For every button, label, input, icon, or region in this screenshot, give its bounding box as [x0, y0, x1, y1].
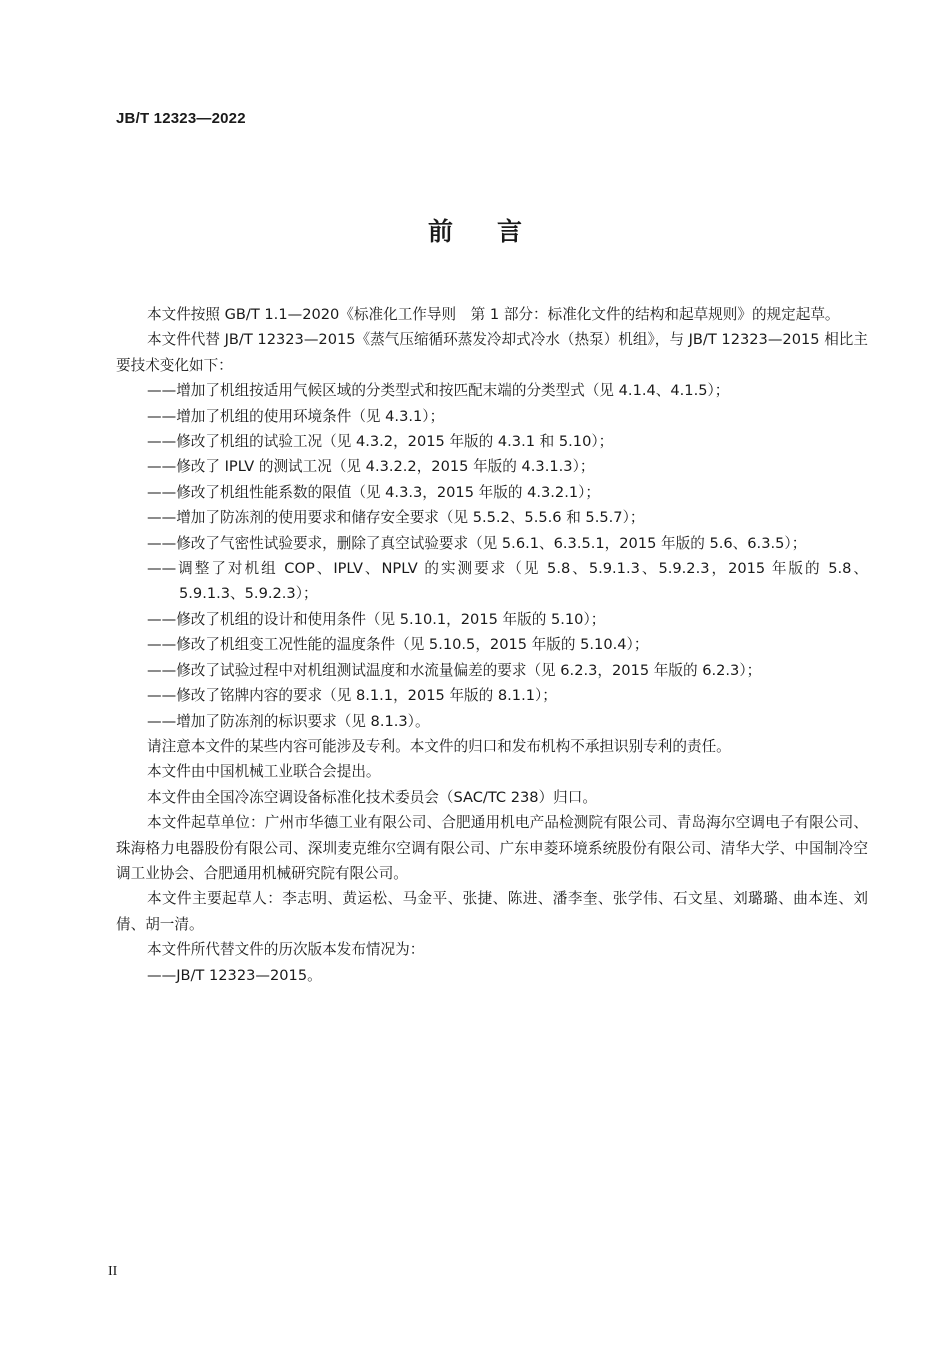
paragraph-proposed-by: 本文件由中国机械工业联合会提出。 [147, 763, 381, 781]
paragraph-drafting-rules: 本文件按照 GB/T 1.1—2020《标准化工作导则 第 1 部分：标准化文件的结构和起草规则》的规定起草。 [147, 306, 840, 323]
change-item: ——增加了机组按适用气候区域的分类型式和按匹配末端的分类型式（见 4.1.4、4.1.5）； [147, 382, 730, 400]
change-item: ——调整了对机组 COP、IPLV、NPLV 的实测要求（见 5.8、5.9.1.3、5.9.2.3，2015 年版的 5.8、5.9.1.3、5.9.2.3）； [147, 560, 868, 603]
foreword-body [116, 302, 868, 988]
change-item: ——修改了机组的设计和使用条件（见 5.10.1，2015 年版的 5.10）； [147, 610, 606, 628]
change-item: ——修改了 IPLV 的测试工况（见 4.3.2.2，2015 年版的 4.3.1.3）； [147, 458, 595, 476]
paragraph-replacement: 本文件代替 JB/T 12323—2015《蒸气压缩循环蒸发冷却式冷水（热泵）机组》，与 JB/T 12323—2015 相比主要技术变化如下： [116, 331, 868, 374]
paragraph-drafting-units: 本文件起草单位：广州市华德工业有限公司、合肥通用机电产品检测院有限公司、青岛海尔空调电子有限公司、珠海格力电器股份有限公司、深圳麦克维尔空调有限公司、广东申菱环境系统股份有限公司、清华大学、中国制冷空调工业协会、合肥通用机械研究院有限公司。 [116, 814, 868, 882]
document-code: JB/T 12323—2022 [116, 110, 246, 127]
change-item: ——修改了铭牌内容的要求（见 8.1.1，2015 年版的 8.1.1）； [147, 687, 557, 705]
paragraph-centralized-by: 本文件由全国冷冻空调设备标准化技术委员会（SAC/TC 238）归口。 [147, 788, 597, 806]
history-item: ——JB/T 12323—2015。 [147, 966, 322, 984]
change-item: ——增加了机组的使用环境条件（见 4.3.1）； [147, 407, 445, 425]
change-item: ——修改了机组变工况性能的温度条件（见 5.10.5，2015 年版的 5.10.4）； [147, 636, 649, 654]
page-title: 前言 [427, 217, 566, 246]
change-item: ——修改了机组的试验工况（见 4.3.2，2015 年版的 4.3.1 和 5.10）； [147, 433, 614, 451]
change-item: ——修改了机组性能系数的限值（见 4.3.3，2015 年版的 4.3.2.1）； [147, 483, 601, 501]
change-item: ——增加了防冻剂的使用要求和储存安全要求（见 5.5.2、5.5.6 和 5.5.7）； [147, 509, 645, 527]
paragraph-drafters: 本文件主要起草人：李志明、黄运松、马金平、张捷、陈进、潘李奎、张学伟、石文星、刘璐璐、曲本连、刘倩、胡一清。 [116, 890, 868, 933]
change-item: ——修改了气密性试验要求，删除了真空试验要求（见 5.6.1、6.3.5.1，2015 年版的 5.6、6.3.5）； [147, 534, 807, 552]
page-number: II [108, 1264, 118, 1279]
paragraph-patent-notice: 请注意本文件的某些内容可能涉及专利。本文件的归口和发布机构不承担识别专利的责任。 [147, 737, 731, 755]
paragraph-history-intro: 本文件所代替文件的历次版本发布情况为： [147, 941, 425, 959]
change-item: ——增加了防冻剂的标识要求（见 8.1.3）。 [147, 712, 430, 730]
change-item: ——修改了试验过程中对机组测试温度和水流量偏差的要求（见 6.2.3，2015 年版的 6.2.3）； [147, 661, 762, 679]
